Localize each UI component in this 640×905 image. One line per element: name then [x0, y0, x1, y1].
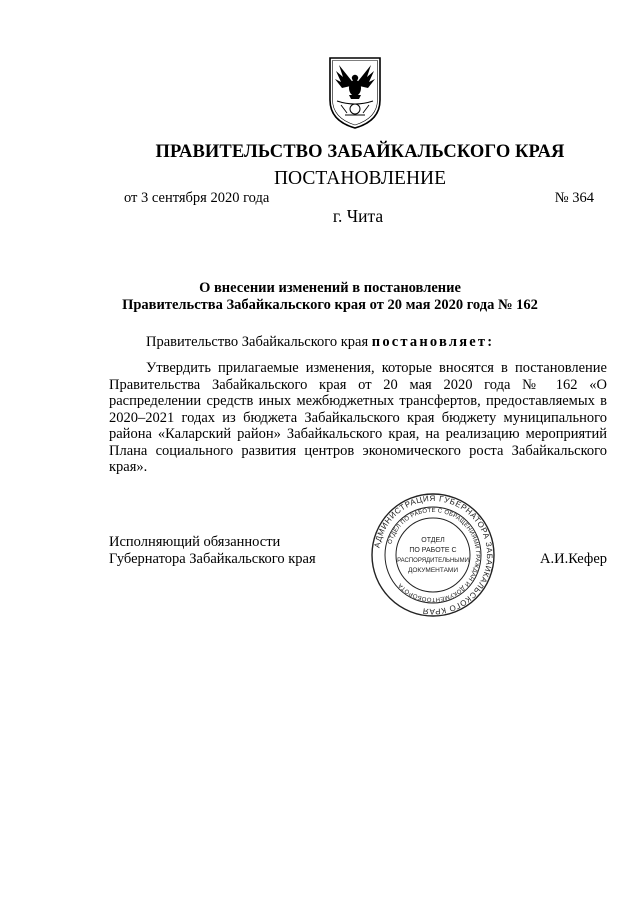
stamp-center-line-1: ОТДЕЛ — [421, 537, 445, 544]
signer-role-line-1: Исполняющий обязанности — [109, 534, 281, 550]
stamp-center-line-3: РАСПОРЯДИТЕЛЬНЫМИ — [397, 558, 469, 564]
stamp-center-line-2: ПО РАБОТЕ С — [409, 547, 457, 554]
body-paragraph: Утвердить прилагаемые изменения, которые вносятся в постановление Правительства Забайкальского края от 20 мая 2020 года № 162 «О распределении средств иных межбюджетных трансфертов, предоставляемых в 2020–2021 годах из бюджета Забайкальского края бюджету муниципального района «Каларский район» Забайкальского края, на реализацию мероприятий Плана социального развития центров экономического роста Забайкальского края». — [109, 360, 607, 475]
svg-text:ОТДЕЛ ПО РАБОТЕ С ОБРАЩЕНИЯМИ — [387, 508, 480, 602]
stamp-center-line-4: ДОКУМЕНТАМИ — [407, 567, 459, 574]
document-city: г. Чита — [332, 206, 384, 226]
signer-name: А.И.Кефер — [540, 551, 608, 567]
document-number: № 364 — [554, 190, 594, 206]
resolution-line — [146, 334, 494, 351]
document-date: от 3 сентября 2020 года — [124, 190, 270, 206]
signer-role — [109, 534, 316, 568]
title-line-1: О внесении изменений в постановление — [199, 280, 461, 296]
signer-role-line-2: Губернатора Забайкальского края — [109, 551, 316, 567]
organization-title: ПРАВИТЕЛЬСТВО ЗАБАЙКАЛЬСКОГО КРАЯ — [155, 142, 565, 162]
document-type: ПОСТАНОВЛЕНИЕ — [273, 168, 447, 189]
stamp-inner-text: ОТДЕЛ ПО РАБОТЕ С ОБРАЩЕНИЯМИ ГРАЖДАН И ДОКУМЕНТООБОРОТА — [387, 507, 481, 603]
stamp-outer-text: АДМИНИСТРАЦИЯ ГУБЕРНАТОРА ЗАБАЙКАЛЬСКОГО КРАЯ — [372, 493, 495, 617]
resolution-subject: Правительство Забайкальского края — [146, 334, 369, 350]
coat-of-arms-emblem — [327, 55, 383, 130]
official-stamp — [370, 492, 496, 618]
document-title — [100, 280, 560, 314]
title-line-2: Правительства Забайкальского края от 20 мая 2020 года № 162 — [122, 297, 538, 313]
resolution-verb: постановляет: — [371, 334, 495, 350]
